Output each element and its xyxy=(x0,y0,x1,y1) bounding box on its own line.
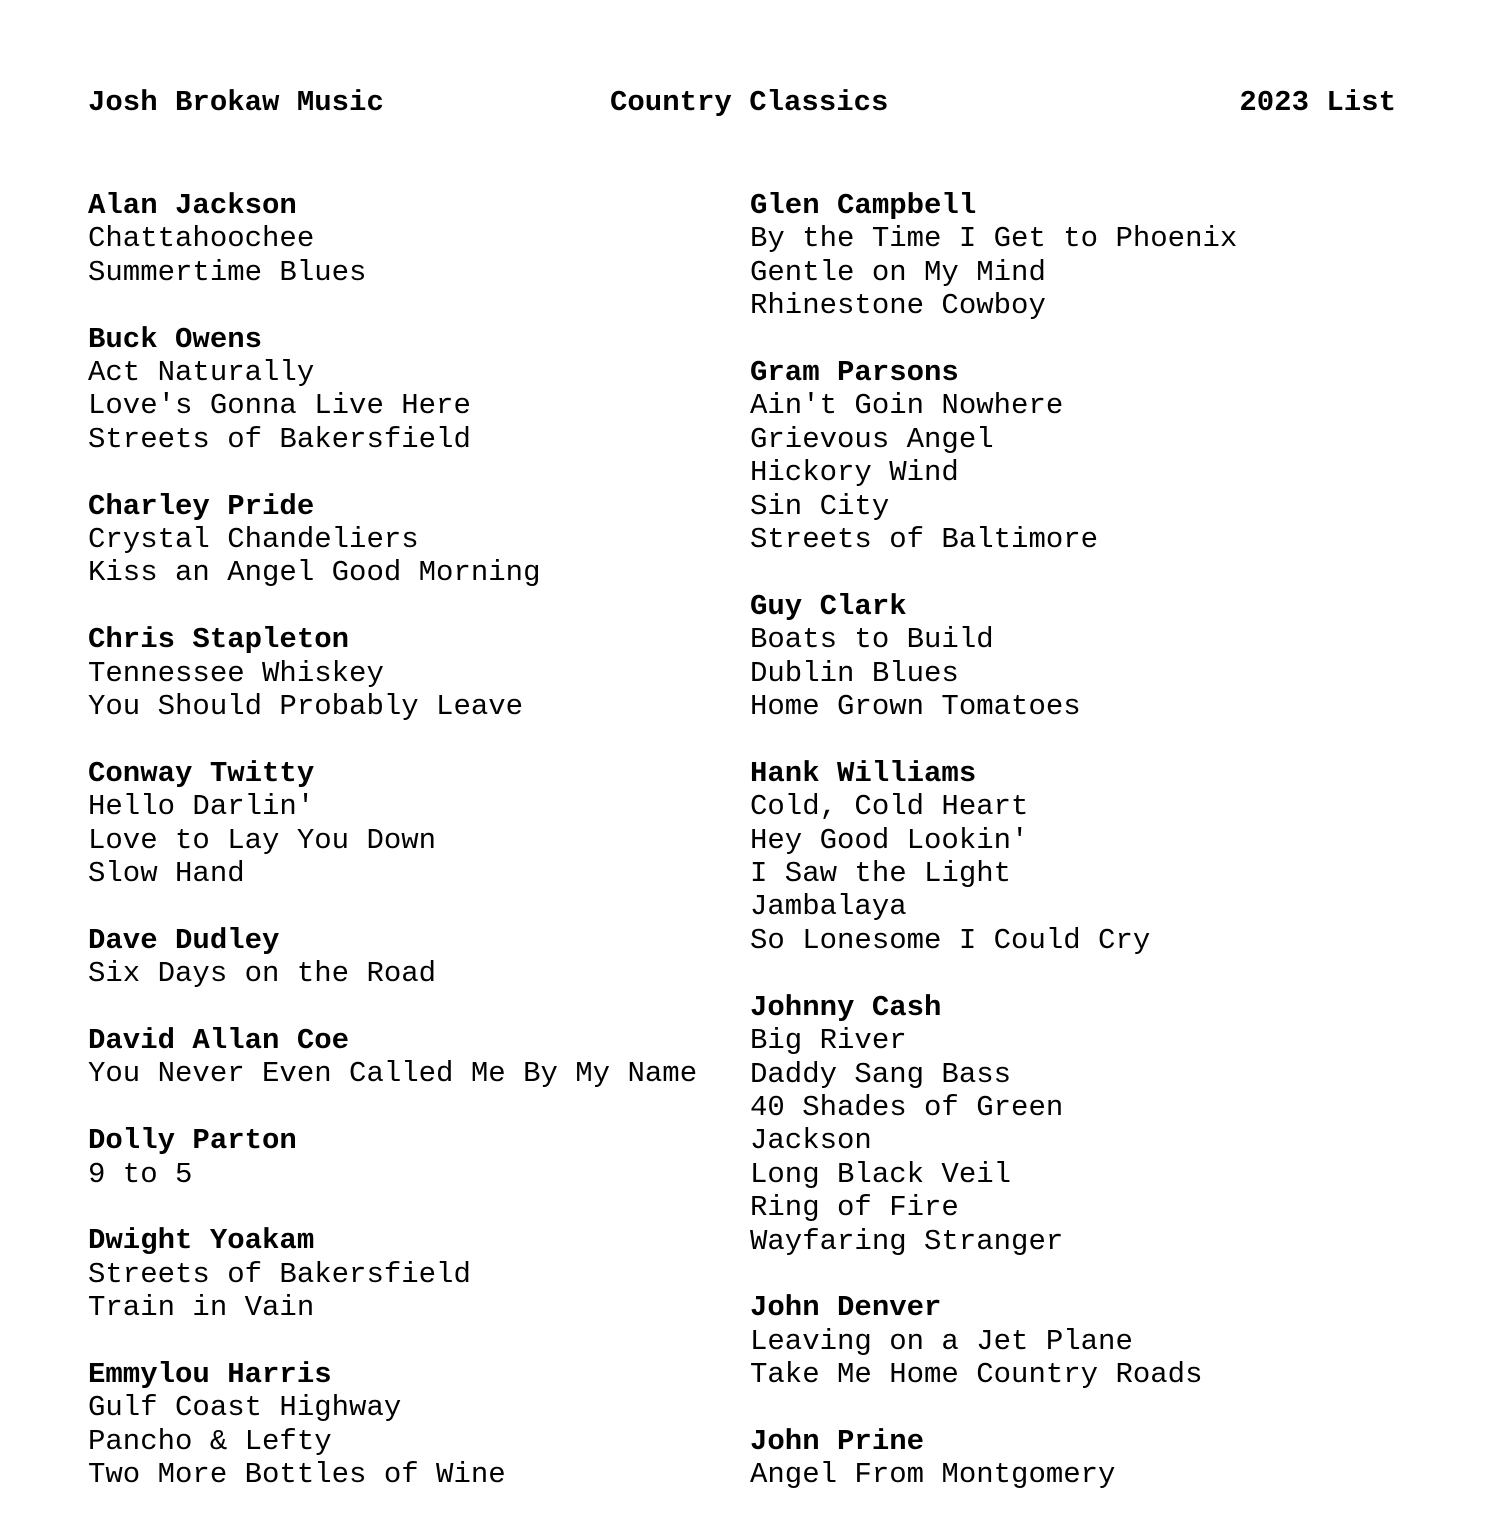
artist-name: David Allan Coe xyxy=(88,1024,350,1058)
song-title: Gentle on My Mind xyxy=(750,255,1046,289)
artist-group xyxy=(750,991,1450,1258)
song-title: Rhinestone Cowboy xyxy=(750,289,1046,323)
artist-name: Guy Clark xyxy=(750,589,907,623)
song-title: Home Grown Tomatoes xyxy=(750,690,1081,724)
song-title: By the Time I Get to Phoenix xyxy=(750,222,1238,256)
song-title: Take Me Home Country Roads xyxy=(750,1358,1203,1392)
song-title: Big River xyxy=(750,1024,907,1058)
artist-name: Hank Williams xyxy=(750,756,977,790)
artist-group xyxy=(88,189,728,289)
song-title: Leaving on a Jet Plane xyxy=(750,1324,1133,1358)
song-title: Crystal Chandeliers xyxy=(88,523,419,557)
song-title: Sin City xyxy=(750,489,890,523)
artist-group xyxy=(88,1224,728,1324)
artist-name: John Denver xyxy=(750,1291,942,1325)
song-title: Slow Hand xyxy=(88,857,245,891)
page-header xyxy=(88,86,1396,122)
song-title: Daddy Sang Bass xyxy=(750,1057,1012,1091)
song-title: Ain't Goin Nowhere xyxy=(750,389,1064,423)
song-title: Streets of Baltimore xyxy=(750,523,1099,557)
artist-group xyxy=(750,1425,1450,1492)
artist-name: Dave Dudley xyxy=(88,923,280,957)
song-title: Hey Good Lookin' xyxy=(750,823,1029,857)
song-title: Six Days on the Road xyxy=(88,957,437,991)
song-title: Streets of Bakersfield xyxy=(88,1257,471,1291)
song-title: Hickory Wind xyxy=(750,456,959,490)
song-title: Tennessee Whiskey xyxy=(88,656,384,690)
song-title: Love's Gonna Live Here xyxy=(88,389,471,423)
song-title: You Never Even Called Me By My Name xyxy=(88,1057,698,1091)
artist-group xyxy=(750,189,1450,323)
artist-group xyxy=(750,590,1450,724)
song-title: Two More Bottles of Wine xyxy=(88,1458,506,1492)
artist-name: Conway Twitty xyxy=(88,756,315,790)
song-title: Grievous Angel xyxy=(750,422,994,456)
artist-group xyxy=(88,924,728,991)
song-title: Cold, Cold Heart xyxy=(750,790,1029,824)
song-title: Hello Darlin' xyxy=(88,790,315,824)
artist-group xyxy=(88,1124,728,1191)
artist-group xyxy=(88,623,728,723)
artist-group xyxy=(750,356,1450,556)
artist-name: Glen Campbell xyxy=(750,189,977,222)
song-title: Love to Lay You Down xyxy=(88,823,437,857)
artist-name: Gram Parsons xyxy=(750,356,959,390)
artist-name: Buck Owens xyxy=(88,322,263,356)
artist-group xyxy=(750,1291,1450,1391)
song-title: Ring of Fire xyxy=(750,1191,959,1225)
header-publisher: Josh Brokaw Music xyxy=(88,86,384,119)
song-title: Dublin Blues xyxy=(750,656,959,690)
artist-name: Emmylou Harris xyxy=(88,1358,332,1392)
song-title: Jambalaya xyxy=(750,890,907,924)
song-title: I Saw the Light xyxy=(750,857,1012,891)
song-title: Jackson xyxy=(750,1124,872,1158)
left-column xyxy=(88,189,728,1525)
song-title: Summertime Blues xyxy=(88,255,367,289)
artist-group xyxy=(88,323,728,457)
song-title: Angel From Montgomery xyxy=(750,1458,1116,1492)
artist-group xyxy=(88,490,728,590)
song-title: So Lonesome I Could Cry xyxy=(750,923,1151,957)
artist-name: John Prine xyxy=(750,1424,925,1458)
artist-name: Charley Pride xyxy=(88,489,315,523)
song-title: Pancho & Lefty xyxy=(88,1424,332,1458)
artist-name: Alan Jackson xyxy=(88,189,297,222)
song-title: You Should Probably Leave xyxy=(88,690,524,724)
artist-group xyxy=(88,1358,728,1492)
song-title: Long Black Veil xyxy=(750,1157,1012,1191)
artist-group xyxy=(88,1024,728,1091)
artist-name: Dwight Yoakam xyxy=(88,1224,315,1258)
artist-group xyxy=(750,757,1450,957)
song-title: Gulf Coast Highway xyxy=(88,1391,402,1425)
song-title: Streets of Bakersfield xyxy=(88,422,471,456)
song-title: Train in Vain xyxy=(88,1291,315,1325)
song-title: 40 Shades of Green xyxy=(750,1090,1064,1124)
header-year-list: 2023 List xyxy=(1239,86,1396,119)
song-title: Boats to Build xyxy=(750,623,994,657)
header-title: Country Classics xyxy=(610,86,889,119)
song-title: Chattahoochee xyxy=(88,222,315,256)
song-title: 9 to 5 xyxy=(88,1157,193,1191)
artist-name: Chris Stapleton xyxy=(88,623,350,657)
song-title: Act Naturally xyxy=(88,356,315,390)
song-title: Kiss an Angel Good Morning xyxy=(88,556,541,590)
artist-name: Johnny Cash xyxy=(750,990,942,1024)
artist-name: Dolly Parton xyxy=(88,1124,297,1158)
song-title: Wayfaring Stranger xyxy=(750,1224,1064,1258)
right-column xyxy=(750,189,1450,1525)
artist-group xyxy=(88,757,728,891)
